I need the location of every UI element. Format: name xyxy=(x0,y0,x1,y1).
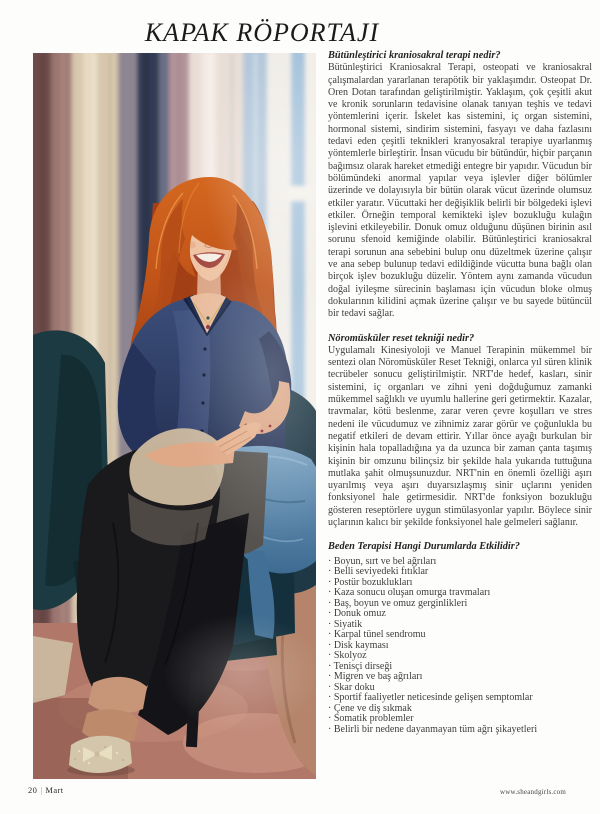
section-body: Bütünleştirici Kraniosakral Terapi, osteopati ve kraniosakral çalışmalardan yararlanan terapötik bir yaklaşımdır. Osteopat Dr. Oren Dotan tarafından geliştirilmiştir. Yaklaşım, çok çeşitli akut ve kronik sorunların tedavisine olanak tanıyan teşhis ve tedavi yöntemlerini içerir. İskelet kas sistemini, iç organ sistemini, hormonal sistemi, sindirim sistemini, fasyayı ve daha fazlasını tedavi eden çeşitli teknikleri kranyosakral terapiye uyarlanmış yöntemlerle birleştirir. İnsan vücudu bir bütündür, hiçbir parçanın bağımsız olarak hareket etmediği entegre bir yapıdır. Vücudun bir bölümündeki anormal yapılar veya işlevler diğer bölümler üzerinde ve dolayısıyla bir bütün olarak vücut üzerinde olumsuz etkiler yaratır. Vücuttaki her değişiklik belirli bir bölgedeki işlevi etkiler. Örneğin temporal kemikteki işlev bozukluğu kulağın işlevini etkileyebilir. Donuk omuz olduğunu düşünen birinin asıl sorunu sfenoid kemiğinde olabilir. Bütünleştirici kraniosakral terapi sorunun ana sebebini bulup onu düzeltmek üzerine çalışır ve ana sebep bulunup tedavi edildiğinde vücutta buna bağlı olan birçok işlev bozukluğu düzelir. Yöntem aynı zamanda vücudun doğal iyileşme sürecinin başlaması için vücudun bloke olmuş dokularının kilidini açmak üzerine çalışır ve bu sayede bütüncül bir tedavi sağlar. xyxy=(328,62,592,320)
list-item: · Belli seviyedeki fıtıklar xyxy=(328,566,429,578)
list-item: · Çene ve diş sıkmak xyxy=(328,702,412,714)
section-heading: Bütünleştirici kraniosakral terapi nedir? xyxy=(328,50,501,61)
list-item: · Boyun, sırt ve bel ağrıları xyxy=(328,555,437,567)
list-item: · Skar doku xyxy=(328,681,375,693)
list-item: · Tenisçi dirseği xyxy=(328,660,393,672)
list-item: · Donuk omuz xyxy=(328,608,386,620)
section-conditions xyxy=(328,541,592,735)
section-craniosacral-question xyxy=(328,50,592,321)
cover-photo xyxy=(33,53,316,779)
list-item: · Postür bozuklukları xyxy=(328,576,413,588)
list-item: · Skolyoz xyxy=(328,650,367,662)
section-body: Uygulamalı Kinesiyoloji ve Manuel Terapinin mükemmel bir sentezi olan Nöromüsküler Reset Tekniği, onlarca yıl süren klinik tecrübeler sonucu geliştirilmiştir. NRT'de hedef, kasları, sinir sistemini, iç organları ve zihni yeni doğduğumuz zamanki mükemmel sağlıklı ve uyumlu hallerine geri getirmektir. Kazalar, travmalar, kötü beslenme, zarar veren çevre koşulları ve stres nedeni ile vücudumuz ve zihnimiz zarar görür ve çoğunlukla bu negatif etkileri de devam ettirir. Yıllar önce ayağı burkulan bir kişinin hala topalladığına ya da uzunca bir zaman çanta taşımış kişinin bir omzunu bilinçsiz bir şekilde hala yukarıda tuttuğuna mutlaka şahit olmuşsunuzdur. NRT'nin en önemli özelliği aşırı uyarılmış veya aşırı duyarsızlaşmış sinir uçlarını yeniden fonksiyonel hale getirmesidir. NRT'de fonksiyon bozukluğu gösteren reseptörlere uygun stimülasyonlar yapılır. Böylece sinir uçlarının kalıcı bir şekilde fonksiyonel hale gelmeleri sağlanır. xyxy=(328,344,592,528)
list-item: · Belirli bir nedene dayanmayan tüm ağrı şikayetleri xyxy=(328,723,538,735)
list-item: · Siyatik xyxy=(328,618,363,630)
list-item: · Migren ve baş ağrıları xyxy=(328,671,423,683)
footer-folio xyxy=(28,785,64,795)
footer-divider: | xyxy=(40,785,43,795)
list-item: · Disk kayması xyxy=(328,639,389,651)
list-item: · Kaza sonucu oluşan omurga travmaları xyxy=(328,587,491,599)
footer-month: Mart xyxy=(45,785,64,795)
list-item: · Karpal tünel sendromu xyxy=(328,629,426,641)
footer-website: www.sheandgirls.com xyxy=(500,788,566,796)
conditions-list xyxy=(328,557,592,736)
footer-page-number: 20 xyxy=(28,785,38,795)
page-title: KAPAK RÖPORTAJI xyxy=(144,18,380,47)
article-column xyxy=(328,50,592,735)
list-item: · Sportif faaliyetler neticesinde gelişen semptomlar xyxy=(328,692,533,704)
list-item: · Baş, boyun ve omuz gerginlikleri xyxy=(328,597,468,609)
section-nrt-question xyxy=(328,333,592,530)
section-heading: Beden Terapisi Hangi Durumlarda Etkilidir? xyxy=(328,541,520,553)
list-item: · Somatik problemler xyxy=(328,713,414,725)
section-heading: Nöromüsküler reset tekniği nedir? xyxy=(328,332,475,344)
